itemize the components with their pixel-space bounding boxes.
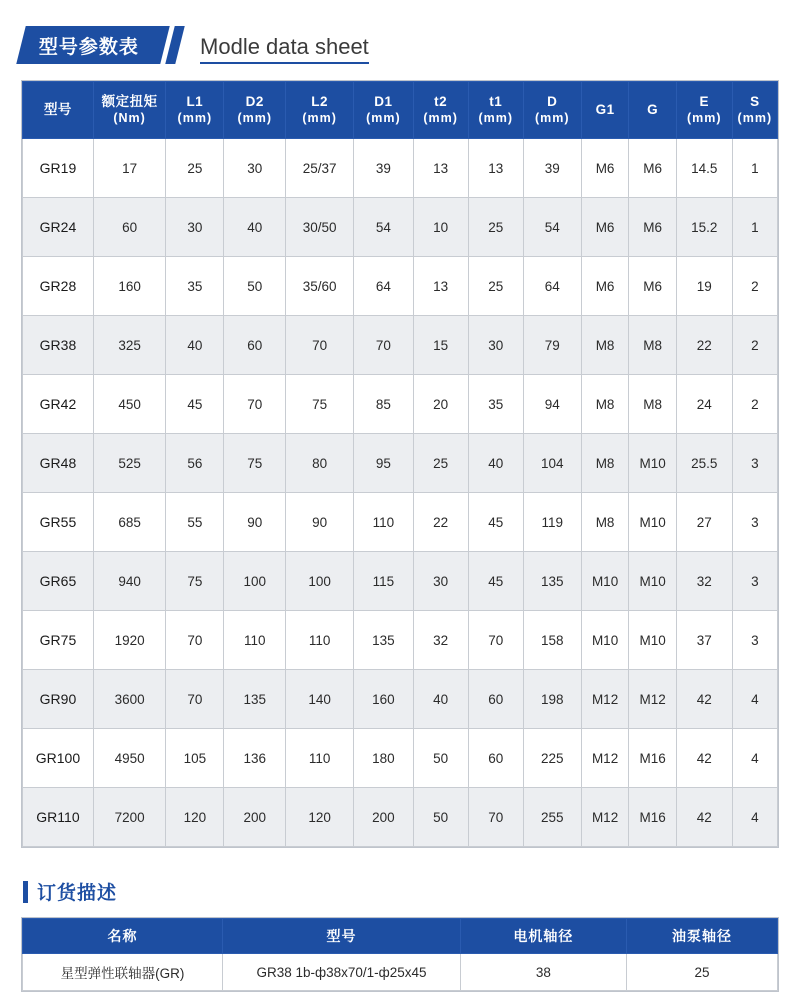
spec-value-cell: M16 bbox=[629, 788, 677, 847]
spec-value-cell: 70 bbox=[166, 611, 224, 670]
spec-value-cell: M10 bbox=[629, 552, 677, 611]
spec-value-cell: M10 bbox=[629, 434, 677, 493]
order-section-header bbox=[23, 878, 790, 905]
spec-value-cell: 100 bbox=[286, 552, 354, 611]
spec-model-cell: GR65 bbox=[23, 552, 94, 611]
order-section-title: 订货描述 bbox=[37, 883, 118, 904]
spec-column-header bbox=[166, 82, 224, 139]
spec-value-cell: 104 bbox=[523, 434, 581, 493]
spec-column-unit: (mm) bbox=[686, 110, 722, 125]
spec-value-cell: 100 bbox=[224, 552, 286, 611]
spec-value-cell: 200 bbox=[354, 788, 414, 847]
spec-value-cell: 13 bbox=[413, 139, 468, 198]
order-column-header: 油泵轴径 bbox=[626, 919, 777, 954]
spec-value-cell: 40 bbox=[468, 434, 523, 493]
spec-value-cell: 79 bbox=[523, 316, 581, 375]
spec-column-header bbox=[468, 82, 523, 139]
spec-value-cell: 255 bbox=[523, 788, 581, 847]
spec-column-name: t1 bbox=[489, 93, 503, 109]
spec-value-cell: M6 bbox=[629, 198, 677, 257]
spec-value-cell: 25.5 bbox=[676, 434, 732, 493]
order-column-header: 名称 bbox=[23, 919, 223, 954]
spec-value-cell: 25/37 bbox=[286, 139, 354, 198]
section-english-title: Modle data sheet bbox=[200, 35, 369, 64]
spec-column-name: G1 bbox=[595, 101, 615, 117]
spec-value-cell: 325 bbox=[93, 316, 165, 375]
spec-value-cell: 1 bbox=[732, 198, 777, 257]
spec-value-cell: 160 bbox=[93, 257, 165, 316]
spec-value-cell: M6 bbox=[581, 139, 629, 198]
table-row bbox=[23, 139, 778, 198]
spec-value-cell: 35/60 bbox=[286, 257, 354, 316]
spec-value-cell: 140 bbox=[286, 670, 354, 729]
spec-value-cell: 95 bbox=[354, 434, 414, 493]
spec-column-header bbox=[523, 82, 581, 139]
spec-value-cell: 4 bbox=[732, 670, 777, 729]
spec-column-unit: (mm) bbox=[535, 110, 570, 125]
spec-value-cell: 135 bbox=[354, 611, 414, 670]
spec-value-cell: 30 bbox=[224, 139, 286, 198]
spec-value-cell: M12 bbox=[581, 670, 629, 729]
spec-value-cell: 3 bbox=[732, 611, 777, 670]
spec-value-cell: M10 bbox=[581, 611, 629, 670]
spec-value-cell: M6 bbox=[629, 257, 677, 316]
spec-value-cell: 2 bbox=[732, 316, 777, 375]
spec-value-cell: 3600 bbox=[93, 670, 165, 729]
spec-column-unit: (mm) bbox=[423, 110, 458, 125]
spec-value-cell: 30 bbox=[166, 198, 224, 257]
spec-value-cell: 7200 bbox=[93, 788, 165, 847]
spec-column-header bbox=[23, 82, 94, 139]
spec-table-head bbox=[23, 82, 778, 139]
order-table-row bbox=[23, 954, 778, 991]
spec-value-cell: 75 bbox=[166, 552, 224, 611]
spec-column-unit: (mm) bbox=[177, 110, 213, 125]
order-column-header: 电机轴径 bbox=[460, 919, 626, 954]
spec-value-cell: 15 bbox=[413, 316, 468, 375]
table-row bbox=[23, 493, 778, 552]
spec-value-cell: 4 bbox=[732, 729, 777, 788]
spec-value-cell: 24 bbox=[676, 375, 732, 434]
spec-value-cell: 160 bbox=[354, 670, 414, 729]
spec-column-unit: (mm) bbox=[302, 110, 337, 125]
spec-value-cell: 54 bbox=[354, 198, 414, 257]
spec-value-cell: 25 bbox=[468, 257, 523, 316]
spec-column-unit: (mm) bbox=[237, 110, 273, 125]
section-header bbox=[21, 22, 790, 64]
spec-value-cell: 110 bbox=[286, 729, 354, 788]
spec-model-cell: GR100 bbox=[23, 729, 94, 788]
section-badge-label: 型号参数表 bbox=[39, 36, 140, 58]
spec-value-cell: 27 bbox=[676, 493, 732, 552]
spec-value-cell: 40 bbox=[413, 670, 468, 729]
spec-value-cell: M6 bbox=[581, 257, 629, 316]
spec-value-cell: 20 bbox=[413, 375, 468, 434]
spec-value-cell: 2 bbox=[732, 375, 777, 434]
spec-value-cell: 135 bbox=[523, 552, 581, 611]
spec-value-cell: 50 bbox=[413, 729, 468, 788]
spec-value-cell: 56 bbox=[166, 434, 224, 493]
spec-column-name: 型号 bbox=[43, 101, 72, 117]
spec-table-body bbox=[23, 139, 778, 847]
spec-value-cell: 32 bbox=[413, 611, 468, 670]
spec-value-cell: M16 bbox=[629, 729, 677, 788]
spec-value-cell: M8 bbox=[581, 375, 629, 434]
spec-value-cell: 45 bbox=[468, 552, 523, 611]
spec-value-cell: 60 bbox=[93, 198, 165, 257]
spec-value-cell: 30 bbox=[468, 316, 523, 375]
spec-value-cell: 22 bbox=[413, 493, 468, 552]
table-row bbox=[23, 375, 778, 434]
spec-value-cell: M10 bbox=[629, 493, 677, 552]
spec-value-cell: 105 bbox=[166, 729, 224, 788]
spec-value-cell: 4950 bbox=[93, 729, 165, 788]
spec-value-cell: M10 bbox=[629, 611, 677, 670]
accent-bar-icon bbox=[23, 881, 28, 903]
spec-value-cell: 35 bbox=[468, 375, 523, 434]
spec-value-cell: 45 bbox=[166, 375, 224, 434]
spec-value-cell: 42 bbox=[676, 729, 732, 788]
spec-value-cell: 450 bbox=[93, 375, 165, 434]
spec-value-cell: 110 bbox=[354, 493, 414, 552]
spec-value-cell: 32 bbox=[676, 552, 732, 611]
spec-value-cell: 19 bbox=[676, 257, 732, 316]
spec-value-cell: 120 bbox=[286, 788, 354, 847]
spec-value-cell: 14.5 bbox=[676, 139, 732, 198]
spec-value-cell: M12 bbox=[629, 670, 677, 729]
spec-table bbox=[22, 81, 778, 847]
spec-model-cell: GR28 bbox=[23, 257, 94, 316]
order-table bbox=[22, 918, 778, 991]
spec-value-cell: M8 bbox=[581, 434, 629, 493]
spec-value-cell: 1920 bbox=[93, 611, 165, 670]
page-root bbox=[0, 22, 800, 1005]
spec-column-unit: (mm) bbox=[366, 110, 401, 125]
spec-column-header bbox=[732, 82, 777, 139]
spec-value-cell: 158 bbox=[523, 611, 581, 670]
order-column-header: 型号 bbox=[223, 919, 461, 954]
table-row bbox=[23, 788, 778, 847]
table-row bbox=[23, 198, 778, 257]
spec-column-name: S bbox=[750, 93, 760, 109]
spec-value-cell: 64 bbox=[354, 257, 414, 316]
spec-value-cell: 25 bbox=[166, 139, 224, 198]
table-row bbox=[23, 611, 778, 670]
spec-value-cell: 685 bbox=[93, 493, 165, 552]
spec-value-cell: 75 bbox=[224, 434, 286, 493]
spec-column-header bbox=[581, 82, 629, 139]
spec-column-name: D2 bbox=[245, 93, 264, 109]
spec-value-cell: 3 bbox=[732, 552, 777, 611]
order-table-head bbox=[23, 919, 778, 954]
spec-column-unit: (Nm) bbox=[113, 110, 146, 125]
spec-column-unit: (mm) bbox=[478, 110, 513, 125]
spec-value-cell: 75 bbox=[286, 375, 354, 434]
spec-value-cell: 13 bbox=[413, 257, 468, 316]
spec-model-cell: GR19 bbox=[23, 139, 94, 198]
spec-table-container bbox=[21, 80, 779, 848]
order-value-cell: 25 bbox=[626, 954, 777, 991]
spec-value-cell: 64 bbox=[523, 257, 581, 316]
spec-column-header bbox=[93, 82, 165, 139]
spec-value-cell: 94 bbox=[523, 375, 581, 434]
spec-value-cell: 119 bbox=[523, 493, 581, 552]
spec-value-cell: 4 bbox=[732, 788, 777, 847]
spec-value-cell: 25 bbox=[413, 434, 468, 493]
spec-value-cell: 1 bbox=[732, 139, 777, 198]
spec-value-cell: M12 bbox=[581, 788, 629, 847]
spec-value-cell: 55 bbox=[166, 493, 224, 552]
spec-value-cell: 2 bbox=[732, 257, 777, 316]
table-row bbox=[23, 552, 778, 611]
spec-value-cell: 70 bbox=[166, 670, 224, 729]
spec-column-header bbox=[354, 82, 414, 139]
spec-value-cell: 525 bbox=[93, 434, 165, 493]
spec-model-cell: GR38 bbox=[23, 316, 94, 375]
spec-value-cell: 42 bbox=[676, 670, 732, 729]
spec-value-cell: 70 bbox=[286, 316, 354, 375]
spec-value-cell: 136 bbox=[224, 729, 286, 788]
spec-value-cell: 10 bbox=[413, 198, 468, 257]
spec-model-cell: GR48 bbox=[23, 434, 94, 493]
spec-column-unit: (mm) bbox=[737, 110, 773, 125]
spec-value-cell: 30/50 bbox=[286, 198, 354, 257]
table-row bbox=[23, 316, 778, 375]
spec-column-name: t2 bbox=[434, 93, 448, 109]
section-badge bbox=[16, 26, 169, 64]
spec-value-cell: 940 bbox=[93, 552, 165, 611]
spec-value-cell: 200 bbox=[224, 788, 286, 847]
spec-value-cell: M6 bbox=[581, 198, 629, 257]
spec-value-cell: 37 bbox=[676, 611, 732, 670]
spec-model-cell: GR90 bbox=[23, 670, 94, 729]
spec-column-name: D1 bbox=[374, 93, 393, 109]
spec-value-cell: 17 bbox=[93, 139, 165, 198]
spec-value-cell: M12 bbox=[581, 729, 629, 788]
spec-column-name: D bbox=[547, 93, 558, 109]
spec-value-cell: 180 bbox=[354, 729, 414, 788]
spec-model-cell: GR55 bbox=[23, 493, 94, 552]
spec-value-cell: 110 bbox=[286, 611, 354, 670]
spec-value-cell: 85 bbox=[354, 375, 414, 434]
spec-value-cell: 45 bbox=[468, 493, 523, 552]
spec-value-cell: 50 bbox=[224, 257, 286, 316]
spec-column-name: E bbox=[699, 93, 709, 109]
spec-value-cell: 30 bbox=[413, 552, 468, 611]
spec-value-cell: 25 bbox=[468, 198, 523, 257]
spec-model-cell: GR24 bbox=[23, 198, 94, 257]
spec-column-name: G bbox=[647, 101, 659, 117]
spec-value-cell: 120 bbox=[166, 788, 224, 847]
spec-value-cell: 60 bbox=[468, 729, 523, 788]
table-row bbox=[23, 434, 778, 493]
table-row bbox=[23, 729, 778, 788]
spec-value-cell: M10 bbox=[581, 552, 629, 611]
spec-column-header bbox=[413, 82, 468, 139]
spec-column-header bbox=[676, 82, 732, 139]
spec-value-cell: 3 bbox=[732, 434, 777, 493]
spec-value-cell: 70 bbox=[224, 375, 286, 434]
spec-header-row bbox=[23, 82, 778, 139]
spec-value-cell: 42 bbox=[676, 788, 732, 847]
spec-column-header bbox=[224, 82, 286, 139]
spec-model-cell: GR42 bbox=[23, 375, 94, 434]
spec-value-cell: 39 bbox=[354, 139, 414, 198]
spec-value-cell: 22 bbox=[676, 316, 732, 375]
table-row bbox=[23, 257, 778, 316]
spec-value-cell: 90 bbox=[224, 493, 286, 552]
spec-column-header bbox=[629, 82, 677, 139]
spec-value-cell: 13 bbox=[468, 139, 523, 198]
spec-value-cell: 198 bbox=[523, 670, 581, 729]
spec-column-name: L1 bbox=[186, 93, 204, 109]
order-value-cell: GR38 1b-ф38x70/1-ф25x45 bbox=[223, 954, 461, 991]
spec-value-cell: 50 bbox=[413, 788, 468, 847]
spec-value-cell: 70 bbox=[468, 611, 523, 670]
spec-value-cell: 70 bbox=[354, 316, 414, 375]
spec-value-cell: 60 bbox=[468, 670, 523, 729]
spec-value-cell: 35 bbox=[166, 257, 224, 316]
order-header-row bbox=[23, 919, 778, 954]
order-value-cell: 38 bbox=[460, 954, 626, 991]
spec-column-name: 额定扭矩 bbox=[101, 93, 158, 109]
spec-value-cell: 225 bbox=[523, 729, 581, 788]
spec-value-cell: 135 bbox=[224, 670, 286, 729]
spec-model-cell: GR75 bbox=[23, 611, 94, 670]
spec-value-cell: 54 bbox=[523, 198, 581, 257]
spec-value-cell: 15.2 bbox=[676, 198, 732, 257]
spec-value-cell: 39 bbox=[523, 139, 581, 198]
spec-value-cell: M6 bbox=[629, 139, 677, 198]
spec-value-cell: 80 bbox=[286, 434, 354, 493]
spec-value-cell: M8 bbox=[581, 493, 629, 552]
spec-value-cell: 110 bbox=[224, 611, 286, 670]
spec-value-cell: 40 bbox=[166, 316, 224, 375]
table-row bbox=[23, 670, 778, 729]
spec-value-cell: 40 bbox=[224, 198, 286, 257]
spec-model-cell: GR110 bbox=[23, 788, 94, 847]
spec-value-cell: 115 bbox=[354, 552, 414, 611]
spec-column-name: L2 bbox=[311, 93, 329, 109]
spec-value-cell: 90 bbox=[286, 493, 354, 552]
spec-value-cell: 60 bbox=[224, 316, 286, 375]
spec-column-header bbox=[286, 82, 354, 139]
spec-value-cell: M8 bbox=[629, 316, 677, 375]
spec-value-cell: 70 bbox=[468, 788, 523, 847]
spec-value-cell: 3 bbox=[732, 493, 777, 552]
order-table-body bbox=[23, 954, 778, 991]
order-value-cell: 星型弹性联轴器(GR) bbox=[23, 954, 223, 991]
spec-value-cell: M8 bbox=[581, 316, 629, 375]
order-table-container bbox=[21, 917, 779, 992]
spec-value-cell: M8 bbox=[629, 375, 677, 434]
